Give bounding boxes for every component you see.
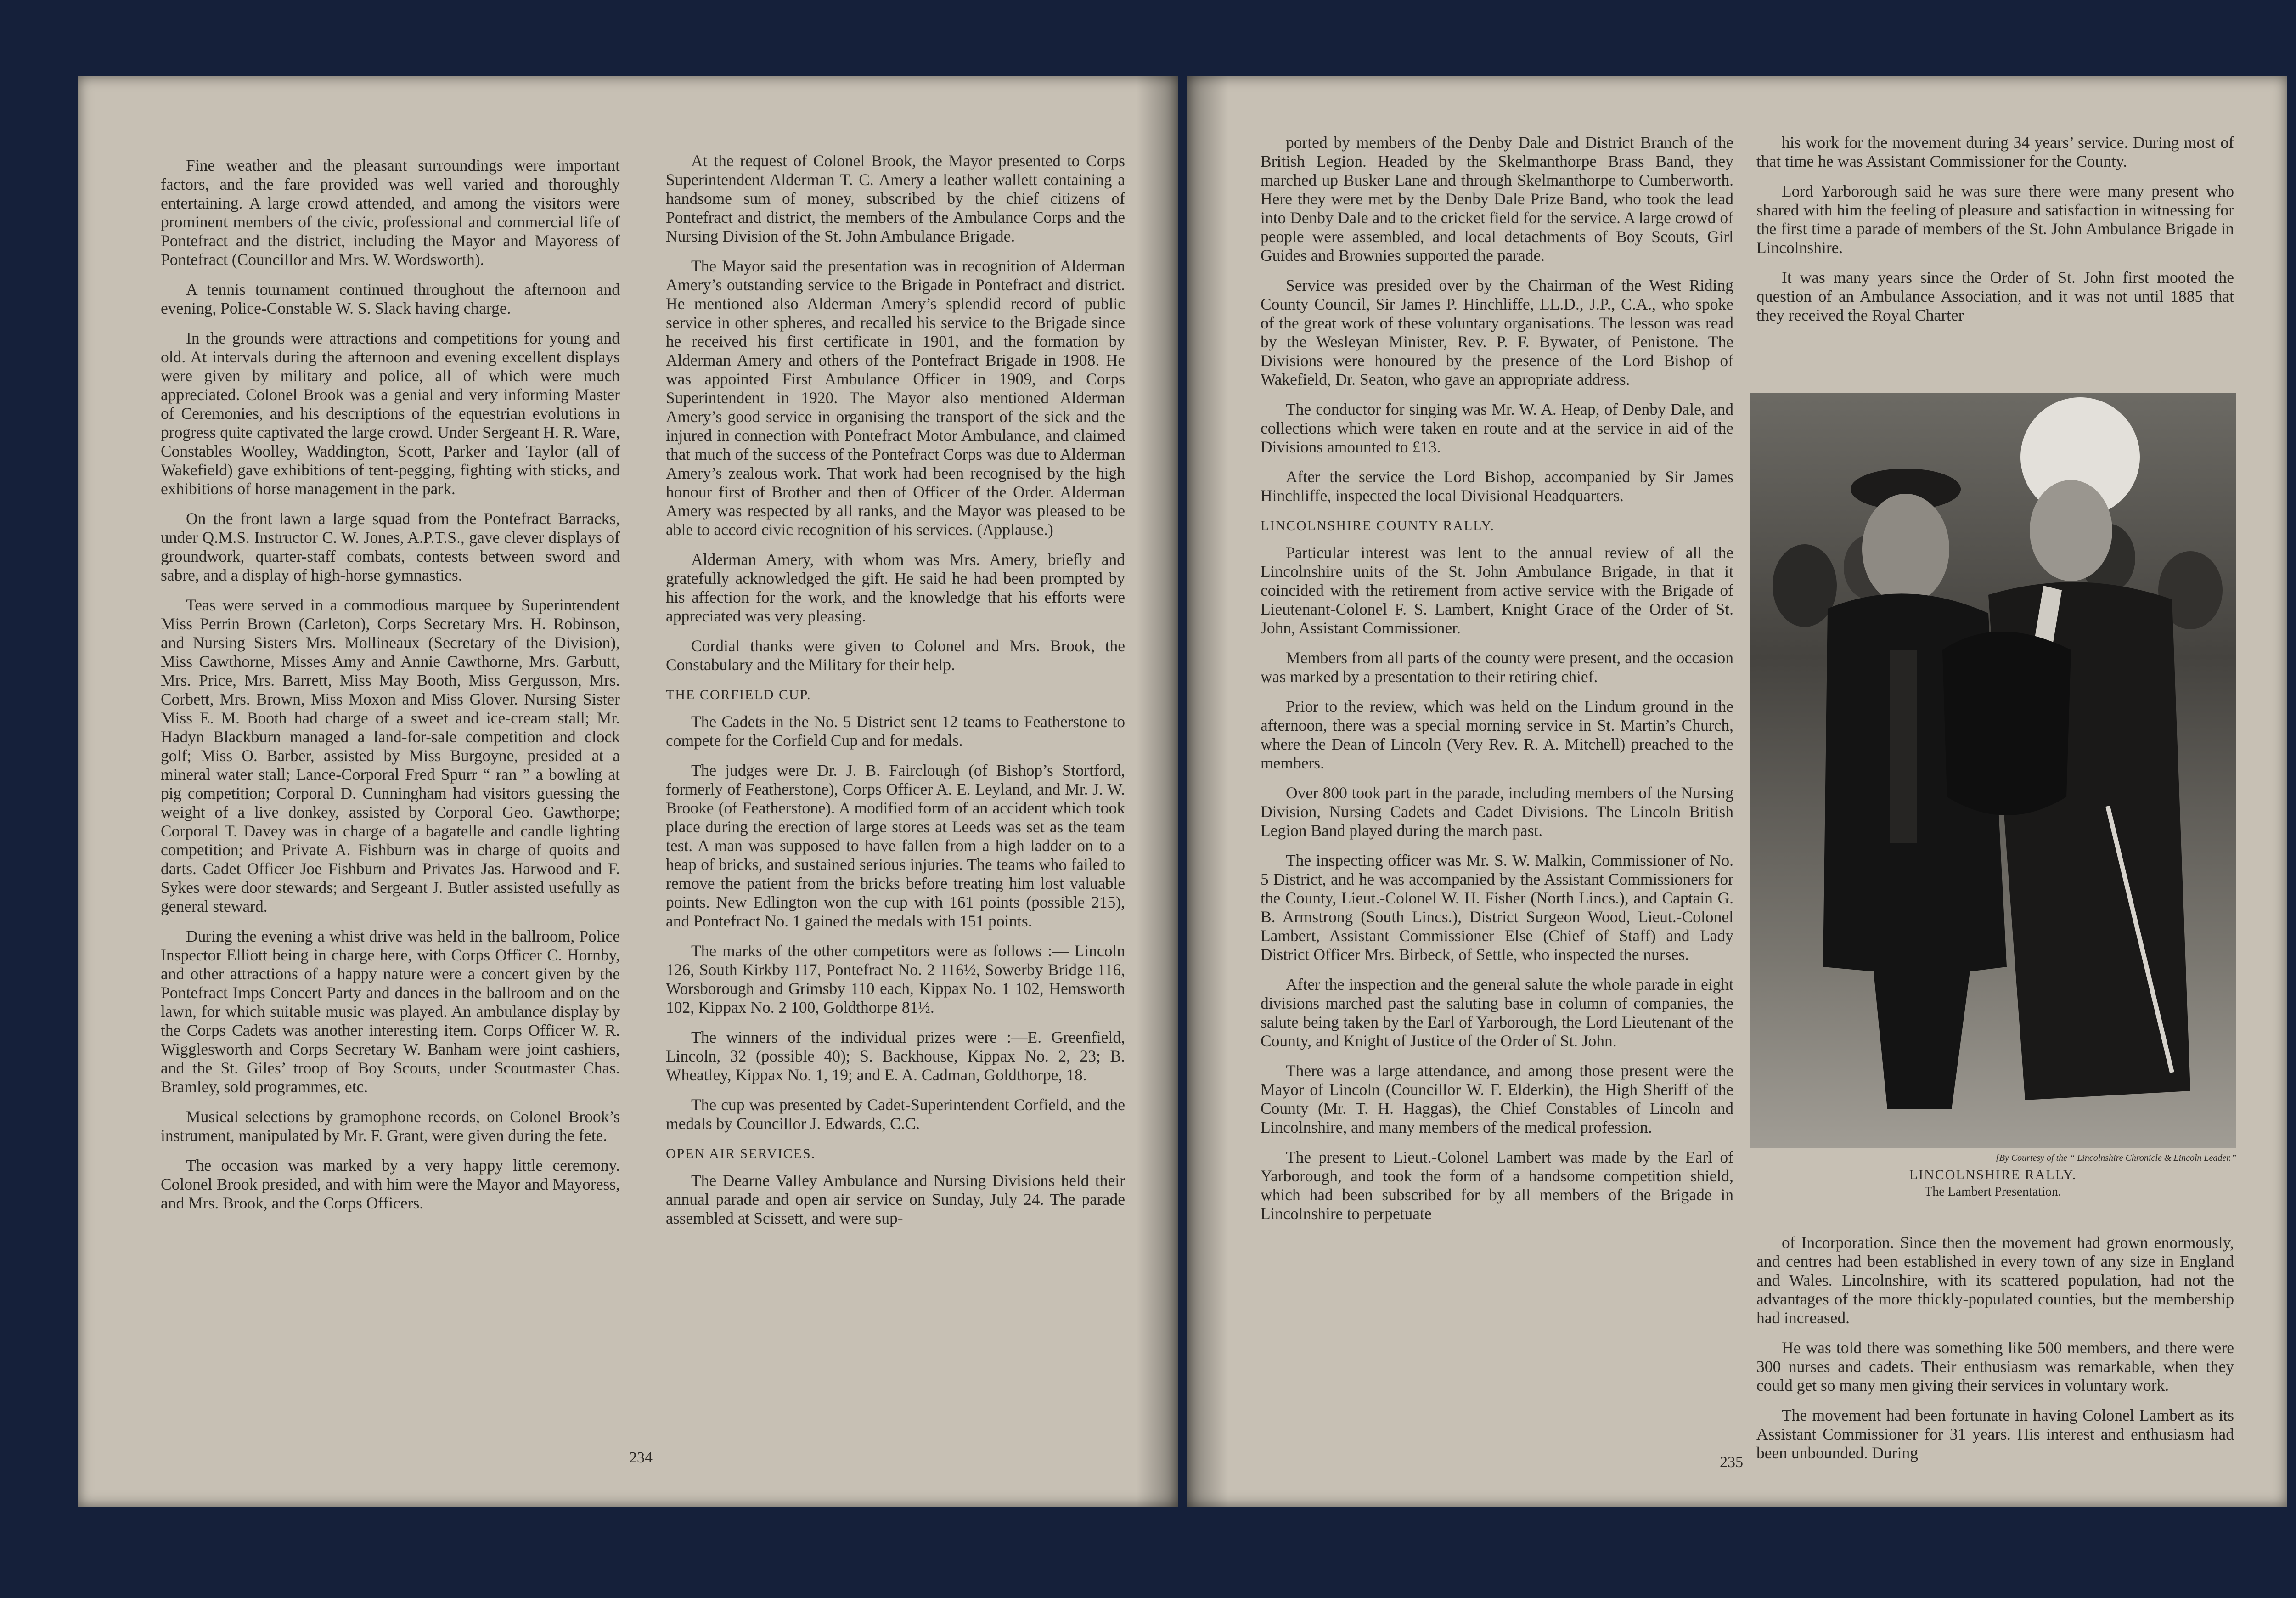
paragraph: The present to Lieut.-Colonel Lambert was made by the Earl of Yarborough, and took the form of a handsome competition shield, which had been subscribed for by all members of the Brigade in Lincolnshire to perpetuate [1261,1148,1733,1223]
left-column-2 [666,152,1125,1239]
left-column-1 [161,156,620,1224]
paragraph: The judges were Dr. J. B. Fairclough (of Bishop’s Stortford, formerly of Featherstone), Corps Officer A. E. Leyland, and Mr. J. W. Brooke (of Featherstone). A modified form of an accident which took place during the erection of large stores at Leeds was set as the team test. A man was supposed to have fallen from a high ladder on to a heap of bricks, and sustained serious injuries. The teams who failed to remove the patient from the bricks before treating him lost valuable points. New Edlington won the cup with 161 points (possible 215), and Pontefract No. 1 gained the medals with 151 points. [666,761,1125,930]
paragraph: At the request of Colonel Brook, the Mayor presented to Corps Superintendent Alderman T. C. Amery a leather wallett containing a handsome sum of money, subscribed by the chief citizens of Pontefract and district, the members of the Ambulance Corps and the Nursing Division of the St. John Ambulance Brigade. [666,152,1125,245]
page-number-left: 234 [629,1449,653,1466]
heading-corfield-cup: THE CORFIELD CUP. [666,687,811,702]
photo-subtitle: The Lambert Presentation. [1925,1185,2061,1199]
paragraph: In the grounds were attractions and competitions for young and old. At intervals during the afternoon and evening excellent displays were given by military and police, all of which were much appreciated. Colonel Brook was a genial and very informing Master of Ceremonies, and his descriptions of the equestrian evolutions in progress quite captivated the large crowd. Under Sergeant H. R. Ware, Constables Woolley, Waddington, Scott, Parker and Taylor (all of Wakefield) gave exhibitions of tent-pegging, fighting with sticks, and exhibitions of horse management in the park. [161,329,620,498]
paragraph: He was told there was something like 500 members, and there were 300 nurses and cadets. Their enthusiasm was remarkable, when they could get so many men giving their services in voluntary work. [1756,1338,2234,1395]
paragraph: of Incorporation. Since then the movement had grown enormously, and centres had been established in every town of any size in England and Wales. Lincolnshire, with its scattered population, had not the advantages of the more thickly-populated counties, but the membership had increased. [1756,1233,2234,1327]
right-column-1 [1261,133,1733,1234]
paragraph: After the inspection and the general salute the whole parade in eight divisions marched past the saluting base in column of companies, the salute being taken by the Earl of Yarborough, the Lord Lieutenant of the County, and Knight of Justice of the Order of St. John. [1261,975,1733,1050]
paragraph: The movement had been fortunate in having Colonel Lambert as its Assistant Commissioner for 31 years. His interest and enthusiasm had been unbounded. During [1756,1406,2234,1462]
paragraph: On the front lawn a large squad from the Pontefract Barracks, under Q.M.S. Instructor C. W. Jones, A.P.T.S., gave clever displays of groundwork, quarter-staff combats, contests between sword and sabre, and a display of high-horse gymnastics. [161,509,620,584]
left-page [78,76,1178,1507]
paragraph: Lord Yarborough said he was sure there were many present who shared with him the feeling of pleasure and satisfaction in witnessing for the first time a parade of members of the St. John Ambulance Brigade in Lincolnshire. [1756,182,2234,257]
paragraph: The conductor for singing was Mr. W. A. Heap, of Denby Dale, and collections which were taken en route and at the service in aid of the Divisions amounted to £13. [1261,400,1733,456]
paragraph: Musical selections by gramophone records, on Colonel Brook’s instrument, manipulated by Mr. F. Grant, were given during the fete. [161,1107,620,1145]
photo-image [1750,393,2236,1148]
heading-lincolnshire-rally: LINCOLNSHIRE COUNTY RALLY. [1261,518,1495,533]
right-column-2-bottom [1756,1233,2234,1474]
page-number-right: 235 [1720,1454,1743,1471]
paragraph: The marks of the other competitors were as follows :— Lincoln 126, South Kirkby 117, Pontefract No. 2 116½, Sowerby Bridge 116, Worsborough and Grimsby 110 each, Kippax No. 1 102, Hemsworth 102, Kippax No. 2 100, Goldthorpe 81½. [666,942,1125,1016]
col2-section-open-air [666,1171,1125,1228]
paragraph: Particular interest was lent to the annual review of all the Lincolnshire units of the St. John Ambulance Brigade, in that it coincided with the retirement from active service with the Brigade of Lieutenant-Colonel F. S. Lambert, Knight Grace of the Order of St. John, Assistant Commissioner. [1261,543,1733,637]
right-page [1187,76,2287,1507]
photo-credit: [By Courtesy of the “ Lincolnshire Chronicle & Lincoln Leader.” [1995,1153,2236,1163]
paragraph: Over 800 took part in the parade, including members of the Nursing Division, Nursing Cadets and Cadet Divisions. The Lincoln British Legion Band played during the march past. [1261,784,1733,840]
paragraph: A tennis tournament continued throughout the afternoon and evening, Police-Constable W. S. Slack having charge. [161,280,620,317]
paragraph: It was many years since the Order of St. John first mooted the question of an Ambulance Association, and it was not until 1885 that they received the Royal Charter [1756,268,2234,324]
paragraph: The occasion was marked by a very happy little ceremony. Colonel Brook presided, and with him were the Mayor and Mayoress, and Mrs. Brook, and the Corps Officers. [161,1156,620,1212]
paragraph: Teas were served in a commodious marquee by Superintendent Miss Perrin Brown (Carleton), Corps Secretary Mrs. H. Robinson, and Nursing Sisters Mrs. Mollineaux (Secretary of the Division), Miss Cawthorne, Misses Amy and Annie Cawthorne, Mrs. Garbutt, Mrs. Price, Mrs. Barrett, Miss May Booth, Miss Gergusson, Mrs. Corbett, Mrs. Brown, Miss Moxon and Miss Glover. Nursing Sister Miss E. M. Booth had charge of a sweet and ice-cream stall; Mr. Hadyn Blackburn managed a land-for-sale competition and clock golf; Miss O. Barber, assisted by Miss Burgoyne, presided at a mineral water stall; Lance-Corporal Fred Spurr “ ran ” a bowling at pig competition; Corporal D. Cunningham had visitors guessing the weight of a live donkey, assisted by Corporal Geo. Gawthorpe; Corporal T. Davey was in charge of a bagatelle and candle lighting competition; and Private A. Fishburn was in charge of quoits and darts. Cadet Officer Joe Fishburn and Privates Jas. Harwood and F. Sykes were door stewards; and Sergeant J. Butler assisted usefully as general steward. [161,596,620,915]
col2-section-corfield [666,712,1125,1133]
col1-section-denby-dale [1261,133,1733,505]
paragraph: Service was presided over by the Chairman of the West Riding County Council, Sir James P. Hinchliffe, LL.D., J.P., C.A., who spoke of the great work of these voluntary organisations. The lesson was read by the Wesleyan Minister, Rev. P. F. Bywater, of Penistone. The Divisions were honoured by the presence of the Lord Bishop of Wakefield, Dr. Seaton, who gave an appropriate address. [1261,276,1733,389]
paragraph: The Mayor said the presentation was in recognition of Alderman Amery’s outstanding service to the Brigade in Pontefract and district. He mentioned also Alderman Amery’s splendid record of public service in other spheres, and recalled his service to the Brigade since he received his first certificate in 1901, and the formation by Alderman Amery and others of the Pontefract Brigade in 1908. He was appointed First Ambulance Officer in 1909, and Corps Superintendent in 1920. The Mayor also mentioned Alderman Amery’s good service in organising the transport of the sick and the injured in connection with Pontefract Motor Ambulance, and claimed that much of the success of the Pontefract Corps was due to Alderman Amery’s zealous work. That work had been recognised by the high honour first of Brother and then of Officer of the Order. Alderman Amery was respected by all ranks, and the Mayor was pleased to be able to accord civic recognition of his services. (Applause.) [666,257,1125,539]
paragraph: Members from all parts of the county were present, and the occasion was marked by a presentation to their retiring chief. [1261,649,1733,686]
paragraph: ported by members of the Denby Dale and District Branch of the British Legion. Headed by the Skelmanthorpe Brass Band, they marched up Busker Lane and through Skelmanthorpe to Cumberworth. Here they were met by the Denby Dale Prize Band, who took the lead into Denby Dale and to the cricket field for the service. A large crowd of people were assembled, and local detachments of Boy Scouts, Girl Guides and Brownies supported the parade. [1261,133,1733,265]
heading-open-air-services: OPEN AIR SERVICES. [666,1146,816,1161]
paragraph: his work for the movement during 34 years’ service. During most of that time he was Assistant Commissioner for the County. [1756,133,2234,170]
paragraph: The winners of the individual prizes were :—E. Greenfield, Lincoln, 32 (possible 40); S. Backhouse, Kippax No. 2, 23; B. Wheatley, Kippax No. 1, 19; and E. A. Cadman, Goldthorpe, 18. [666,1028,1125,1084]
paragraph: During the evening a whist drive was held in the ballroom, Police Inspector Elliott being in charge here, with Corps Officer C. Hornby, and other attractions of a happy nature were a concert given by the Pontefract Imps Concert Party and dances in the ballroom and on the lawn, for which suitable music was played. An ambulance display by the Corps Cadets was another interesting item. Corps Officer W. R. Wigglesworth and Corps Secretary W. Banham were joint cashiers, and the St. Giles’ troop of Boy Scouts, under Scoutmaster Chas. Bramley, sold programmes, etc. [161,927,620,1096]
paragraph: After the service the Lord Bishop, accompanied by Sir James Hinchliffe, inspected the local Divisional Headquarters. [1261,468,1733,505]
paragraph: Cordial thanks were given to Colonel and Mrs. Brook, the Constabulary and the Military for their help. [666,637,1125,674]
paragraph: Prior to the review, which was held on the Lindum ground in the afternoon, there was a special morning service in St. Martin’s Church, where the Dean of Lincoln (Very Rev. R. A. Mitchell) preached to the members. [1261,697,1733,772]
paragraph: There was a large attendance, and among those present were the Mayor of Lincoln (Councillor W. F. Elderkin), the High Sheriff of the County (Mr. T. H. Haggas), the Chief Constables of Lincoln and Lincolnshire, and many members of the medical profession. [1261,1062,1733,1136]
paragraph: The cup was presented by Cadet-Superintendent Corfield, and the medals by Councillor J. Edwards, C.C. [666,1095,1125,1133]
paragraph: Alderman Amery, with whom was Mrs. Amery, briefly and gratefully acknowledged the gift. He said he had been prompted by his affection for the work, and the knowledge that his efforts were appreciated was very pleasing. [666,550,1125,625]
right-column-2-top [1756,133,2234,336]
paragraph: The inspecting officer was Mr. S. W. Malkin, Commissioner of No. 5 District, and he was accompanied by the Assistant Commissioners for the County, Lieut.-Colonel W. H. Fisher (North Lincs.), and Captain G. B. Armstrong (South Lincs.), District Surgeon Wood, Lieut.-Colonel Lambert, Assistant Commissioner Else (Chief of Staff) and Lady District Officer Mrs. Birbeck, of Settle, who inspected the nurses. [1261,851,1733,964]
lambert-presentation-photo [1750,393,2236,1148]
photo-title: LINCOLNSHIRE RALLY. [1909,1167,2077,1182]
paragraph: The Cadets in the No. 5 District sent 12 teams to Featherstone to compete for the Corfield Cup and for medals. [666,712,1125,750]
photo-caption [1750,1153,2236,1199]
paragraph: The Dearne Valley Ambulance and Nursing Divisions held their annual parade and open air service on Sunday, July 24. The parade assembled at Scissett, and were sup- [666,1171,1125,1227]
col2-section-presentation [666,152,1125,674]
col1-section-lincolnshire [1261,543,1733,1223]
paragraph: Fine weather and the pleasant surroundings were important factors, and the fare provided was well varied and thoroughly entertaining. A large crowd attended, and among the visitors were prominent members of the civic, professional and commercial life of Pontefract and the district, including the Mayor and Mayoress of Pontefract (Councillor and Mrs. W. Wordsworth). [161,156,620,269]
